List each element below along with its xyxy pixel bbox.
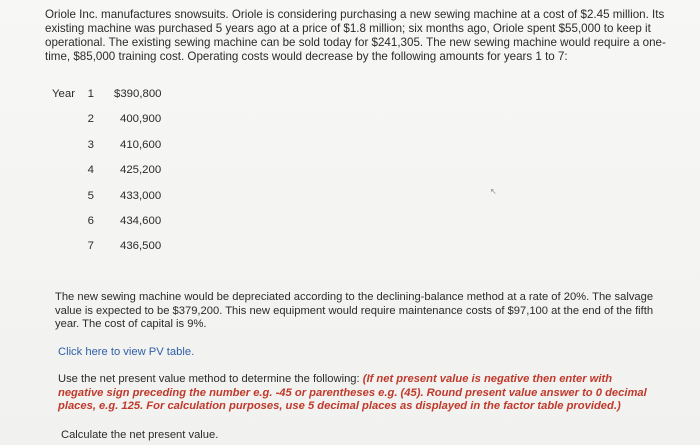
year-cell: 4 — [87, 164, 94, 176]
mouse-cursor-icon: ↖ — [490, 187, 497, 196]
year-cell: 5 — [87, 190, 94, 202]
value-cell: 410,600 — [120, 139, 162, 151]
question-prompt: Calculate the net present value. — [61, 429, 219, 441]
problem-details: The new sewing machine would be depreciated according to the declining-balance method at a rate of 20%. The salvage value is expected to be $379,200. This new equipment would require maintenance costs of $97,100 at the end of the fifth year. The cost of capital is 9%. — [55, 291, 654, 330]
value-cell: 425,200 — [120, 164, 162, 176]
year-cell: 7 — [87, 240, 94, 252]
table-row — [52, 164, 222, 180]
table-row — [52, 215, 222, 231]
instructions — [58, 373, 658, 414]
value-cell: 400,900 — [120, 113, 162, 125]
year-cell: 6 — [87, 215, 94, 227]
table-row — [52, 240, 222, 256]
table-row — [52, 113, 222, 129]
table-row — [52, 190, 222, 206]
table-row — [52, 139, 222, 155]
pv-table-link[interactable]: Click here to view PV table. — [58, 346, 195, 358]
instructions-lead: Use the net present value method to determine the following: — [58, 373, 363, 385]
problem-intro: Oriole Inc. manufactures snowsuits. Oriole is considering purchasing a new sewing machine at a cost of $2.45 million. Its existing machine was purchased 5 years ago at a price of $1.8 million; six months ago, Oriole spent $55,000 to keep it operational. The existing sewing machine can be sold today for $241,305. The new sewing machine would require a one-time, $85,000 training cost. Operating costs would decrease by the following amounts for years 1 to 7: — [45, 8, 666, 63]
table-row — [52, 88, 222, 104]
value-cell: 433,000 — [120, 190, 162, 202]
year-header: Year — [52, 88, 76, 100]
instructions-emphasis: (If net present value is negative then enter with negative sign preceding the number e.g. -45 or parentheses e.g. (45). Round present value answer to 0 decimal places, e.g. 125. For calculation purposes, use 5 decimal places as displayed in the factor table provided.) — [58, 373, 647, 413]
value-cell: 436,500 — [120, 240, 162, 252]
year-cell: 2 — [87, 113, 94, 125]
value-cell: 434,600 — [120, 215, 162, 227]
value-cell: $390,800 — [114, 88, 162, 100]
year-cell: 3 — [87, 139, 94, 151]
year-cell: 1 — [87, 88, 94, 100]
